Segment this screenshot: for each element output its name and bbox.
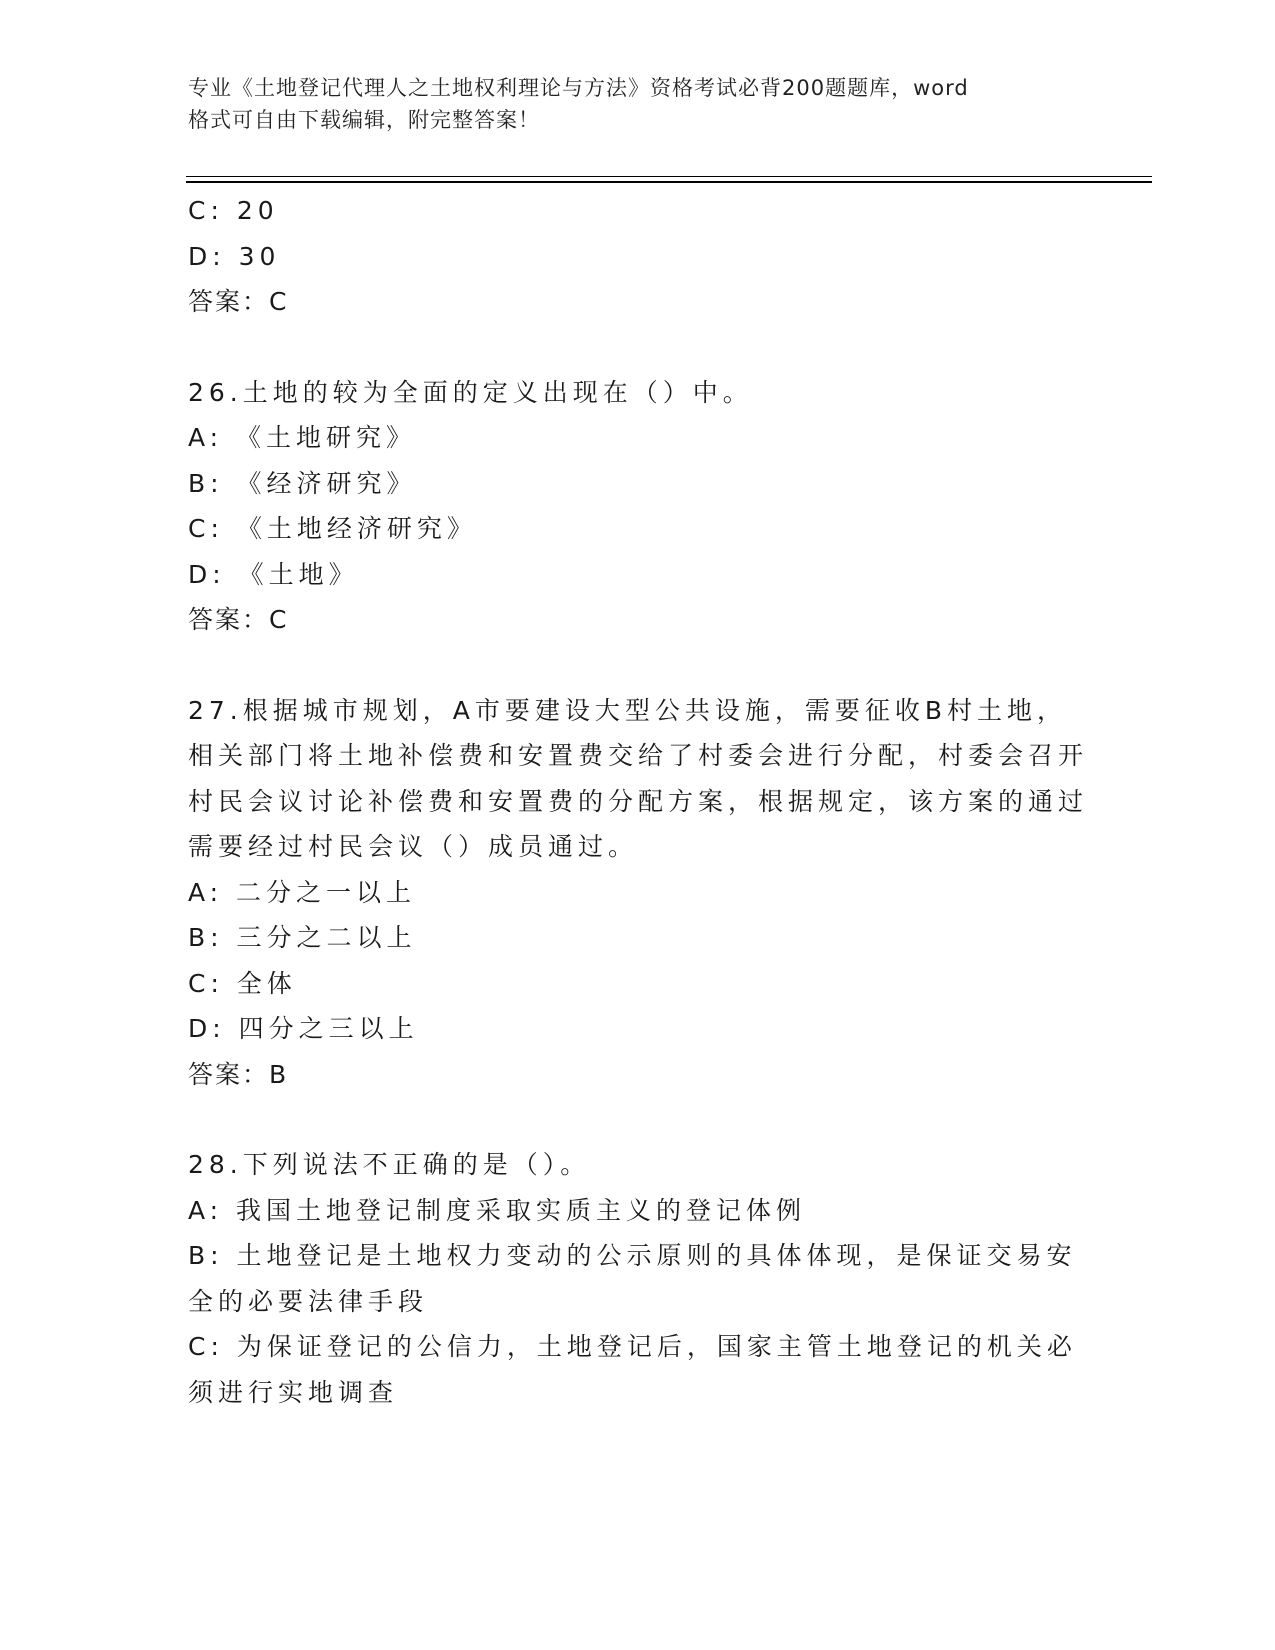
header-line-1: 专业《土地登记代理人之土地权利理论与方法》资格考试必背200题题库，word bbox=[188, 76, 969, 100]
document-header bbox=[188, 72, 1068, 136]
option-d: D: 《土地》 bbox=[188, 559, 359, 589]
header-rule-thin bbox=[186, 176, 1152, 177]
question-list bbox=[188, 188, 1088, 1415]
option-c: C: 《土地经济研究》 bbox=[188, 514, 477, 543]
question-26 bbox=[188, 370, 1088, 643]
answer-line: 答案：B bbox=[188, 1059, 289, 1089]
option-a: A: 我国土地登记制度采取实质主义的登记体例 bbox=[188, 1195, 807, 1225]
answer-line: 答案：C bbox=[188, 287, 289, 316]
header-line-2: 格式可自由下载编辑，附完整答案！ bbox=[188, 108, 540, 132]
option-d: D: 四分之三以上 bbox=[188, 1014, 419, 1043]
option-b: B: 三分之二以上 bbox=[188, 923, 417, 952]
question-27 bbox=[188, 688, 1088, 1098]
option-a: A: 二分之一以上 bbox=[188, 877, 417, 907]
question-text: 27.根据城市规划，A市要建设大型公共设施，需要征收B村土地，相关部门将土地补偿费和安置费交给了村委会进行分配，村委会召开村民会议讨论补偿费和安置费的分配方案，根据规定，该方案的通过需要经过村民会议（）成员通过。 bbox=[188, 695, 1089, 861]
question-text: 28.下列说法不正确的是（）。 bbox=[188, 1150, 591, 1179]
option-b: B: 《经济研究》 bbox=[188, 468, 417, 498]
option-c: C: 全体 bbox=[188, 968, 297, 998]
option-b: B: 土地登记是土地权力变动的公示原则的具体体现，是保证交易安全的必要法律手段 bbox=[188, 1241, 1077, 1316]
option-c: C: 20 bbox=[188, 196, 279, 225]
header-rule-thick bbox=[186, 181, 1152, 183]
option-c: C: 为保证登记的公信力，土地登记后，国家主管土地登记的机关必须进行实地调查 bbox=[188, 1332, 1077, 1407]
answer-line: 答案：C bbox=[188, 605, 289, 634]
question-28 bbox=[188, 1142, 1088, 1415]
question-text: 26.土地的较为全面的定义出现在（）中。 bbox=[188, 377, 753, 407]
option-d: D: 30 bbox=[188, 241, 281, 271]
option-a: A: 《土地研究》 bbox=[188, 423, 417, 452]
